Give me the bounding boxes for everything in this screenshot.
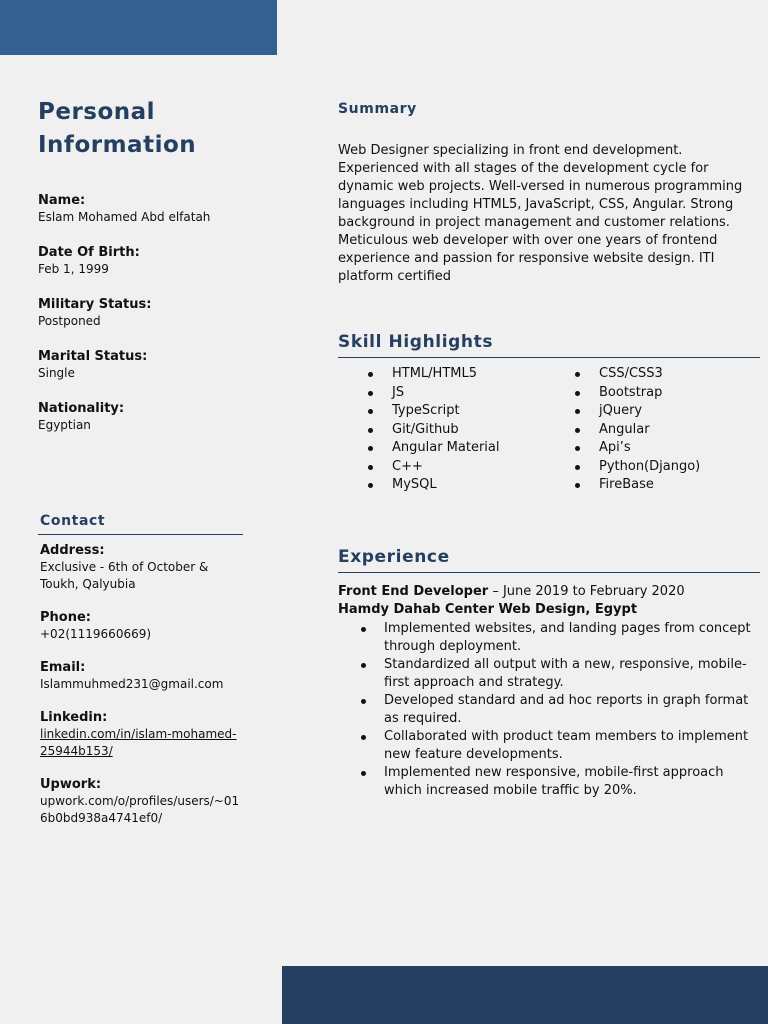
- linkedin-line-1[interactable]: linkedin.com/in/islam-mohamed-: [40, 727, 237, 741]
- skill-item: Git/Github: [338, 421, 545, 440]
- info-date-of-birth: [38, 244, 243, 278]
- job-bullet: Developed standard and ad hoc reports in graph format as required.: [338, 692, 760, 728]
- info-nationality: [38, 400, 243, 434]
- skill-item: Api’s: [545, 439, 752, 458]
- skill-item: Bootstrap: [545, 384, 752, 403]
- job-bullet: Standardized all output with a new, responsive, mobile-first approach and strategy.: [338, 656, 760, 692]
- address-line-2: Toukh, Qalyubia: [40, 577, 136, 591]
- info-military-status: [38, 296, 243, 330]
- job-bullet: Collaborated with product team members to implement new feature developments.: [338, 728, 760, 764]
- contact-header: [38, 512, 243, 530]
- contact-phone: [40, 609, 243, 643]
- info-label: Name:: [38, 193, 86, 208]
- upwork-label: Upwork:: [40, 777, 102, 792]
- skills-section: [338, 331, 760, 495]
- contact-title: Contact: [40, 513, 106, 529]
- summary-section: [338, 100, 760, 286]
- contact-body: [38, 542, 243, 827]
- info-label: Nationality:: [38, 401, 125, 416]
- skill-item: C++: [338, 458, 545, 477]
- skill-item: jQuery: [545, 402, 752, 421]
- info-marital-status: [38, 348, 243, 382]
- linkedin-line-2[interactable]: 25944b153/: [40, 744, 113, 758]
- summary-text: Web Designer specializing in front end development. Experienced with all stages of the development cycle for dynamic web projects. Well-versed in numerous programming languages including HTML5, JavaScript, CSS, Angular. Strong background in project management and customer relations. Meticulous web developer with over one years of frontend experience and passion for responsive website design. ITI platform certified: [338, 143, 743, 284]
- skills-column-2: [545, 365, 752, 495]
- skill-item: CSS/CSS3: [545, 365, 752, 384]
- job-bullets: [338, 620, 760, 800]
- linkedin-label: Linkedin:: [40, 710, 108, 725]
- job-dates: – June 2019 to February 2020: [488, 584, 685, 599]
- skill-item: Python(Django): [545, 458, 752, 477]
- personal-information-title: [38, 96, 238, 162]
- phone-label: Phone:: [40, 610, 91, 625]
- email-value: Islammuhmed231@gmail.com: [40, 677, 224, 691]
- info-value: Eslam Mohamed Abd elfatah: [38, 210, 211, 224]
- skill-item: JS: [338, 384, 545, 403]
- top-accent-bar: [0, 0, 277, 55]
- contact-address: [40, 542, 243, 593]
- bottom-accent-bar: [282, 966, 768, 1024]
- experience-section: [338, 546, 760, 800]
- contact-upwork: [40, 776, 243, 827]
- contact-email: [40, 659, 243, 693]
- contact-divider: [38, 534, 243, 535]
- skills-divider: [338, 357, 760, 358]
- skill-item: FireBase: [545, 476, 752, 495]
- summary-title: Summary: [338, 101, 417, 117]
- linkedin-link[interactable]: [40, 726, 243, 760]
- skill-item: Angular: [545, 421, 752, 440]
- job-title: Front End Developer: [338, 584, 489, 599]
- info-value: Feb 1, 1999: [38, 262, 109, 276]
- experience-title: Experience: [338, 547, 450, 567]
- contact-linkedin: [40, 709, 243, 760]
- job-heading: [338, 583, 760, 601]
- phone-value: +02(1119660669): [40, 627, 152, 641]
- info-label: Military Status:: [38, 297, 152, 312]
- address-label: Address:: [40, 543, 105, 558]
- skills-title: Skill Highlights: [338, 332, 494, 352]
- job-company: Hamdy Dahab Center Web Design, Egypt: [338, 602, 638, 617]
- upwork-value: [40, 793, 243, 827]
- skill-item: Angular Material: [338, 439, 545, 458]
- personal-information-section: [38, 96, 243, 434]
- info-value: Single: [38, 366, 75, 380]
- skills-grid: [338, 365, 760, 495]
- upwork-line-1: upwork.com/o/profiles/users/~01: [40, 794, 240, 808]
- contact-section: [38, 512, 243, 827]
- info-value: Postponed: [38, 314, 101, 328]
- email-label: Email:: [40, 660, 86, 675]
- skills-column-1: [338, 365, 545, 495]
- info-value: Egyptian: [38, 418, 91, 432]
- job-bullet: Implemented new responsive, mobile-first approach which increased mobile traffic by 20%.: [338, 764, 760, 800]
- job-bullet: Implemented websites, and landing pages from concept through deployment.: [338, 620, 760, 656]
- skill-item: MySQL: [338, 476, 545, 495]
- info-label: Marital Status:: [38, 349, 148, 364]
- address-line-1: Exclusive - 6th of October &: [40, 560, 209, 574]
- info-name: [38, 192, 243, 226]
- skill-item: HTML/HTML5: [338, 365, 545, 384]
- experience-divider: [338, 572, 760, 573]
- title-line-2: Information: [38, 132, 197, 158]
- upwork-line-2: 6b0bd938a4741ef0/: [40, 811, 163, 825]
- info-label: Date Of Birth:: [38, 245, 140, 260]
- skill-item: TypeScript: [338, 402, 545, 421]
- title-line-1: Personal: [38, 99, 156, 125]
